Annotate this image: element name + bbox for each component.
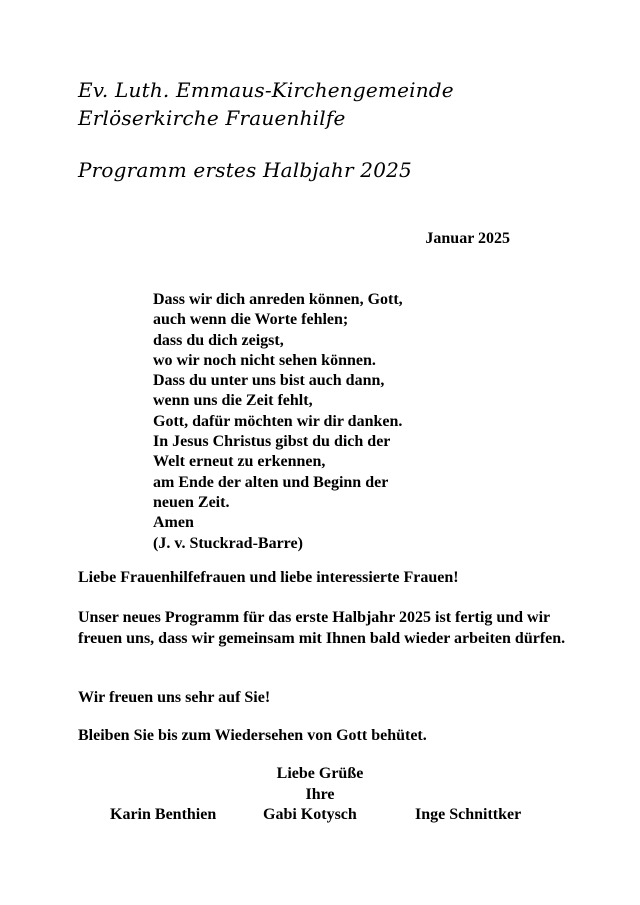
letter-paragraph: Bleiben Sie bis zum Wiedersehen von Gott behütet. [78, 727, 427, 744]
parish-name: Ev. Luth. Emmaus-Kirchengemeinde [78, 78, 454, 102]
letter-paragraph: Wir freuen uns sehr auf Sie! [78, 689, 271, 706]
program-title: Programm erstes Halbjahr 2025 [78, 158, 412, 182]
poem-line: Amen [153, 514, 194, 532]
poem-line: Dass du unter uns bist auch dann, [153, 372, 385, 390]
poem-line: neuen Zeit. [153, 493, 230, 511]
poem-line: In Jesus Christus gibst du dich der [153, 433, 391, 451]
group-name: Erlöserkirche Frauenhilfe [78, 106, 346, 130]
poem-line: wenn uns die Zeit fehlt, [153, 392, 313, 410]
closing-greeting: Liebe Grüße [276, 765, 364, 782]
letter-greeting: Liebe Frauenhilfefrauen und liebe interessierte Frauen! [78, 569, 459, 586]
poem [153, 290, 403, 554]
poem-line: Gott, dafür möchten wir dir danken. [153, 412, 403, 430]
poem-author: (J. v. Stuckrad-Barre) [153, 534, 303, 552]
poem-line: Welt erneut zu erkennen, [153, 453, 326, 471]
poem-line: Dass wir dich anreden können, Gott, [153, 291, 403, 308]
poem-line: auch wenn die Worte fehlen; [153, 311, 349, 329]
closing-ihre: Ihre [305, 786, 335, 803]
signatory-name: Karin Benthien [110, 806, 217, 823]
letter-paragraph: Unser neues Programm für das erste Halbjahr 2025 ist fertig und wir freuen uns, dass wir gemeinsam mit Ihnen bald wieder arbeiten dürfen. [78, 609, 566, 647]
poem-line: am Ende der alten und Beginn der [153, 473, 389, 491]
signatory-name: Gabi Kotysch [263, 806, 357, 823]
letter-date: Januar 2025 [425, 230, 510, 247]
poem-line: dass du dich zeigst, [153, 331, 284, 349]
signatory-name: Inge Schnittker [415, 806, 522, 823]
poem-line: wo wir noch nicht sehen können. [153, 351, 376, 369]
